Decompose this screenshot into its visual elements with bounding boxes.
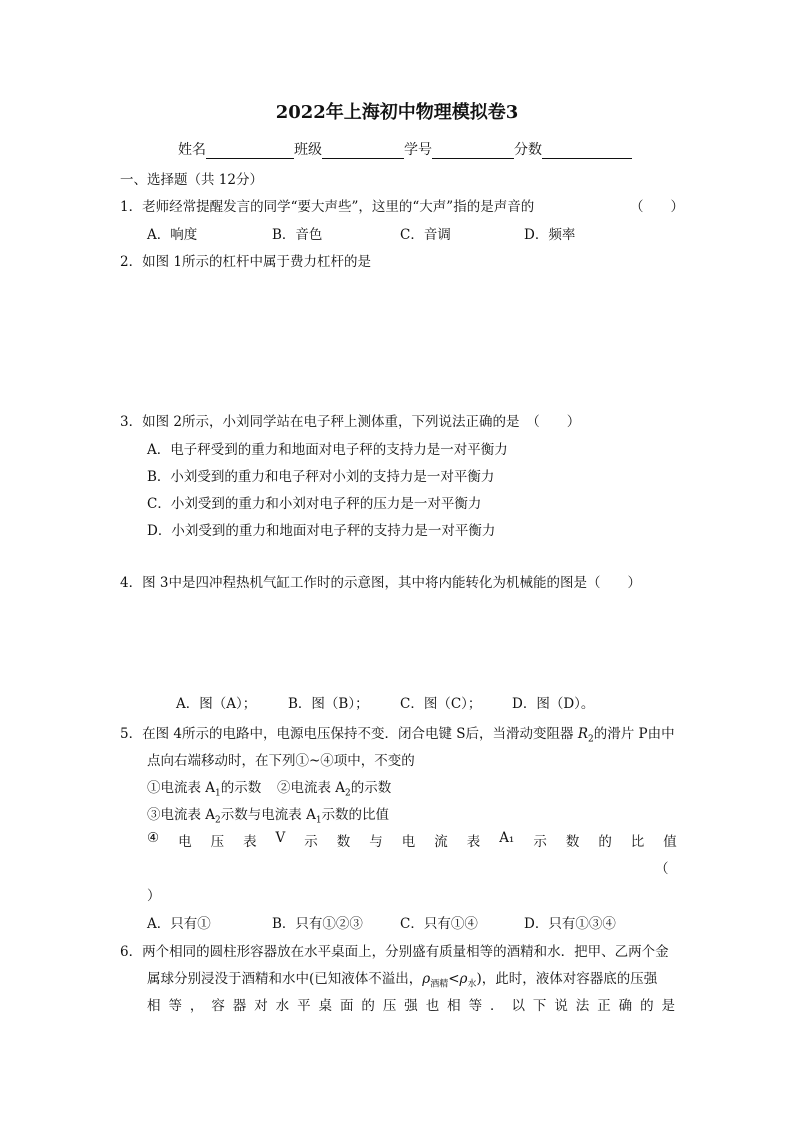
q3-option-c: C．小刘受到的重力和小刘对电子秤的压力是一对平衡力 — [147, 496, 482, 512]
q6-line3 — [147, 994, 675, 1014]
q4-option-d: D．图（D）。 — [512, 696, 595, 712]
q6-line3-char: 平 — [297, 998, 311, 1014]
section-heading: 一、选择题（共 12分） — [120, 172, 263, 188]
q1-option-a: A．响度 — [147, 227, 198, 243]
q5-item1-sub: 1 — [215, 788, 221, 799]
score-blank[interactable] — [542, 143, 632, 159]
q5-item2-end: 的示数 — [350, 780, 392, 796]
q6-line1: 6．两个相同的圆柱形容器放在水平桌面上，分别盛有质量相等的酒精和水．把甲、乙两个金 — [120, 944, 669, 960]
q6-rho-symbol: ρ — [459, 971, 468, 987]
q5-close-paren: ） — [147, 888, 161, 904]
q6-line2-text: 属球分别浸没于酒精和水中(已知液体不溢出， — [147, 971, 423, 987]
q6-line3-char: 压 — [382, 998, 397, 1014]
q4-option-a: A．图（A）； — [176, 696, 257, 712]
q6-line3-char: ． — [490, 998, 504, 1014]
q6-line3-char: 相 — [447, 998, 461, 1014]
q1-option-d: D．频率 — [524, 227, 576, 243]
q5-item4-char: V — [275, 830, 286, 846]
q5-item3-text: ③电流表 A — [147, 807, 216, 823]
q5-option-c: C．只有①④ — [400, 916, 478, 932]
q6-line3-char: 的 — [361, 998, 375, 1014]
q6-rho-symbol: ρ — [422, 971, 431, 987]
q6-line3-char: 是 — [661, 998, 675, 1014]
q5-item3-sub1: 2 — [215, 815, 221, 826]
q6-rho-sub-alcohol: 酒精 — [430, 979, 449, 990]
q3-option-d: D．小刘受到的重力和地面对电子秤的支持力是一对平衡力 — [147, 523, 496, 539]
q5-item4 — [147, 830, 677, 850]
q6-less-than: < — [448, 971, 460, 987]
q5-item4-char: A₁ — [499, 830, 515, 846]
q6-line3-char: 器 — [232, 998, 247, 1014]
student-info-line — [178, 139, 632, 159]
q3-option-b: B．小刘受到的重力和电子秤对小刘的支持力是一对平衡力 — [147, 469, 495, 485]
q6-line3-char: 对 — [254, 998, 268, 1014]
q5-line2: 点向右端移动时，在下列①~④项中，不变的 — [147, 753, 415, 769]
q6-line3-char: ， — [189, 998, 204, 1014]
q2-stem: 2．如图 1所示的杠杆中属于费力杠杆的是 — [120, 254, 371, 270]
score-label: 分数 — [514, 142, 542, 158]
q5-item4-char: 电 — [178, 834, 192, 850]
q5-item3 — [147, 803, 389, 826]
q5-item1-text: ①电流表 A — [147, 780, 216, 796]
q3-stem: 3．如图 2所示，小刘同学站在电子秤上测体重，下列说法正确的是 （ ） — [120, 414, 581, 430]
q5-item4-char: 数 — [336, 834, 351, 850]
q5-r-subscript: 2 — [587, 734, 594, 745]
q5-item2-text: ②电流表 A — [277, 780, 346, 796]
student-no-blank[interactable] — [432, 143, 514, 159]
student-no-label: 学号 — [404, 142, 432, 158]
q5-r-symbol: R — [577, 726, 588, 742]
q6-line3-char: 下 — [532, 998, 547, 1014]
q5-item4-char: 数 — [565, 834, 580, 850]
q5-item4-char: 示 — [304, 834, 318, 850]
q6-line3-char: 水 — [275, 998, 290, 1014]
page-title: 2022年上海初中物理模拟卷3 — [275, 102, 519, 123]
q6-line3-char: 面 — [339, 998, 354, 1014]
q5-item4-char: 电 — [401, 834, 416, 850]
q5-option-d: D．只有①③④ — [524, 916, 616, 932]
q5-item2 — [277, 776, 391, 799]
q5-option-a: A．只有① — [147, 916, 211, 932]
q6-line3-char: 等 — [168, 998, 182, 1014]
q6-rho-sub-water: 水 — [467, 979, 477, 990]
q1-option-c: C．音调 — [400, 227, 451, 243]
q5-item4-char: 与 — [369, 834, 383, 850]
q6-line3-char: 强 — [404, 998, 418, 1014]
q5-item3-end: 示数的比值 — [321, 807, 390, 823]
q6-line3-char: 容 — [211, 998, 225, 1014]
q5-item3-sub2: 1 — [315, 815, 322, 826]
q6-line3-char: 相 — [147, 998, 161, 1014]
q5-item4-char: 表 — [243, 834, 257, 850]
q5-item4-char: ④ — [147, 830, 160, 846]
q6-line3-char: 确 — [618, 998, 633, 1014]
q5-item4-char: 比 — [630, 834, 645, 850]
q5-option-b: B．只有①②③ — [272, 916, 363, 932]
q5-item4-char: 示 — [533, 834, 547, 850]
q5-item1-end: 的示数 — [220, 780, 262, 796]
q3-option-a: A．电子秤受到的重力和地面对电子秤的支持力是一对平衡力 — [147, 442, 508, 458]
q4-option-c: C．图（C）； — [400, 696, 482, 712]
q6-line3-char: 以 — [511, 998, 525, 1014]
q6-line3-char: 说 — [554, 998, 568, 1014]
q6-line3-char: 的 — [640, 998, 654, 1014]
q5-item4-char: 的 — [598, 834, 612, 850]
q5-open-paren: （ — [655, 861, 669, 877]
q6-line2-end: )，此时，液体对容器底的压强 — [476, 971, 658, 987]
class-blank[interactable] — [322, 143, 404, 159]
q5-item3-mid: 示数与电流表 A — [220, 807, 316, 823]
q6-line3-char: 等 — [468, 998, 483, 1014]
q1-answer-bracket: （ ） — [630, 199, 684, 215]
q5-item2-sub: 2 — [345, 788, 351, 799]
name-label: 姓名 — [178, 142, 206, 158]
q4-option-b: B．图（B）； — [288, 696, 369, 712]
q6-line3-char: 正 — [597, 998, 611, 1014]
name-blank[interactable] — [206, 143, 294, 159]
q4-stem: 4．图 3中是四冲程热机气缸工作时的示意图，其中将内能转化为机械能的图是（ ） — [120, 575, 641, 591]
q5-item4-char: 流 — [434, 834, 448, 850]
q1-stem: 1．老师经常提醒发言的同学“要大声些”，这里的“大声”指的是声音的 — [120, 199, 535, 215]
q5-item4-char: 值 — [663, 834, 677, 850]
q6-line3-char: 法 — [575, 998, 590, 1014]
q5-item1 — [147, 776, 261, 799]
q6-line3-char: 也 — [425, 998, 440, 1014]
q5-item4-char: 表 — [466, 834, 481, 850]
q6-line3-char: 桌 — [318, 998, 332, 1014]
class-label: 班级 — [294, 142, 322, 158]
q5-item4-char: 压 — [210, 834, 225, 850]
q6-line2 — [147, 967, 657, 990]
q5-line1-text: 5．在图 4所示的电路中，电源电压保持不变．闭合电键 S后，当滑动变阻器 — [120, 726, 578, 742]
q1-option-b: B．音色 — [272, 227, 323, 243]
q5-line1-end: 的滑片 P由中 — [593, 726, 675, 742]
q5-line1 — [120, 722, 675, 745]
